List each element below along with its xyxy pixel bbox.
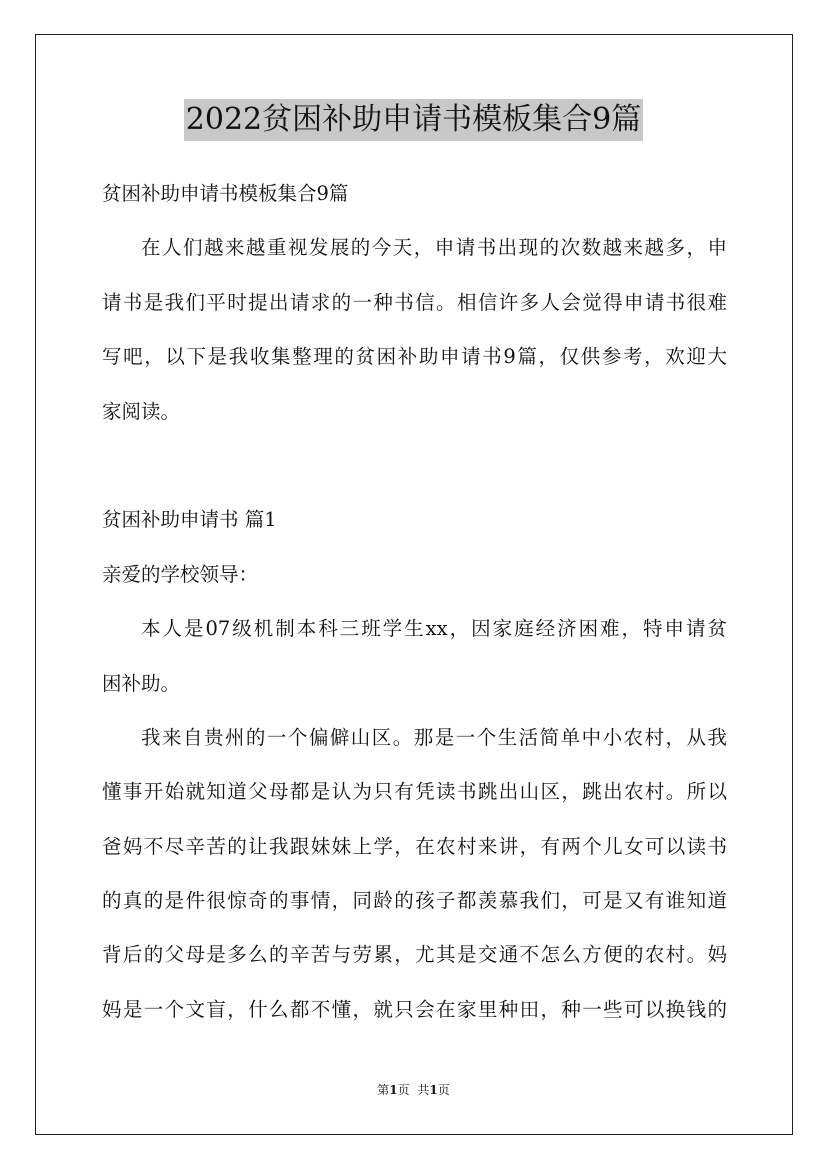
footer-total-suffix: 页 <box>437 1083 450 1097</box>
document-title: 2022贫困补助申请书模板集合9篇 <box>184 99 643 141</box>
salutation-line: 亲爱的学校领导： <box>102 563 259 586</box>
paragraph-line: 写吧，以下是我收集整理的贫困补助申请书9篇，仅供参考，欢迎大 <box>102 345 727 368</box>
paragraph-line: 妈是一个文盲，什么都不懂，就只会在家里种田，种一些可以换钱的 <box>102 998 727 1021</box>
section-heading: 贫困补助申请书 篇1 <box>102 508 277 531</box>
subtitle-line: 贫困补助申请书模板集合9篇 <box>102 182 349 205</box>
footer-total-number: 1 <box>429 1083 438 1097</box>
page-footer <box>0 1082 827 1098</box>
title-container <box>0 99 827 141</box>
paragraph-line: 困补助。 <box>102 672 181 695</box>
paragraph-line: 懂事开始就知道父母都是认为只有凭读书跳出山区，跳出农村。所以 <box>102 780 727 803</box>
paragraph-line: 本人是07级机制本科三班学生xx，因家庭经济困难，特申请贫 <box>141 617 727 640</box>
paragraph-line: 家阅读。 <box>102 400 181 423</box>
paragraph-line: 背后的父母是多么的辛苦与劳累，尤其是交通不怎么方便的农村。妈 <box>102 943 727 966</box>
footer-page-number: 1 <box>389 1083 398 1097</box>
footer-page-prefix: 第 <box>377 1083 390 1097</box>
paragraph-line: 在人们越来越重视发展的今天，申请书出现的次数越来越多，申 <box>141 236 727 259</box>
paragraph-line: 我来自贵州的一个偏僻山区。那是一个生活简单中小农村，从我 <box>141 726 727 749</box>
footer-page-suffix: 页 <box>397 1083 410 1097</box>
paragraph-line: 爸妈不尽辛苦的让我跟妹妹上学，在农村来讲，有两个儿女可以读书 <box>102 835 727 858</box>
paragraph-line: 的真的是件很惊奇的事情，同龄的孩子都羡慕我们，可是又有谁知道 <box>102 889 727 912</box>
footer-total-prefix: 共 <box>417 1083 430 1097</box>
paragraph-line: 请书是我们平时提出请求的一种书信。相信许多人会觉得申请书很难 <box>102 291 727 314</box>
